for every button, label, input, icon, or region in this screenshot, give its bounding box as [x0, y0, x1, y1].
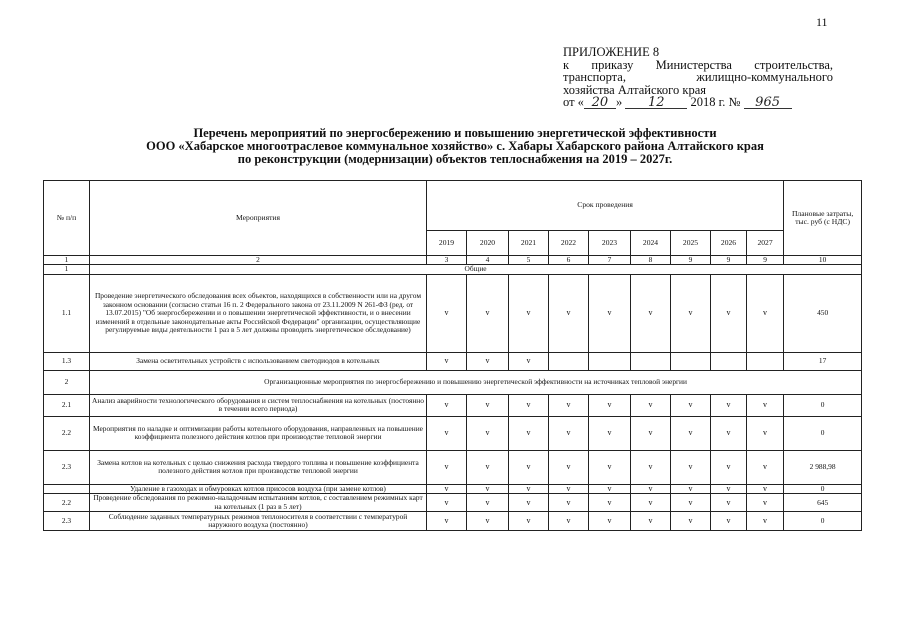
row-mark: v — [631, 494, 671, 512]
title-line-3: по реконструкции (модернизации) объектов теплоснабжения на 2019 – 2027г. — [237, 152, 673, 166]
row-mark: v — [467, 450, 509, 484]
row-cost: 2 988,98 — [784, 450, 862, 484]
row-cost: 0 — [784, 416, 862, 450]
row-mark: v — [711, 450, 747, 484]
col-number: 5 — [509, 256, 549, 265]
row-cost: 17 — [784, 352, 862, 370]
row-mark: v — [671, 484, 711, 493]
row-cost: 450 — [784, 274, 862, 352]
table-row — [44, 512, 862, 531]
row-mark: v — [509, 484, 549, 493]
section-row — [44, 265, 862, 274]
col-number: 3 — [427, 256, 467, 265]
row-mark: v — [711, 394, 747, 416]
handwritten-day: 20 — [584, 97, 616, 109]
column-number-row — [44, 256, 862, 265]
row-mark: v — [549, 394, 589, 416]
row-mark: v — [631, 394, 671, 416]
row-mark: v — [427, 352, 467, 370]
appendix-line-2: транспорта, жилищно-коммунального — [563, 70, 833, 84]
row-num: 2.3 — [44, 450, 90, 484]
col-number: 2 — [90, 256, 427, 265]
row-num: 1.3 — [44, 352, 90, 370]
row-text: Замена котлов на котельных с целью снижения расхода твердого топлива и повышение коэффициента полезного действия котлов при производстве тепловой энергии — [90, 450, 427, 484]
row-mark — [631, 352, 671, 370]
appendix-line-3: хозяйства Алтайского края — [563, 82, 706, 97]
row-mark: v — [427, 274, 467, 352]
row-mark — [747, 352, 784, 370]
row-num: 2.2 — [44, 416, 90, 450]
header-year: 2019 — [427, 231, 467, 256]
row-mark: v — [509, 450, 549, 484]
row-mark: v — [589, 512, 631, 531]
row-text: Удаление в газоходах и обмуровках котлов присосов воздуха (при замене котлов) — [90, 484, 427, 493]
col-number: 9 — [711, 256, 747, 265]
row-mark: v — [467, 394, 509, 416]
header-cost: Плановые затраты, тыс. руб (с НДС) — [784, 181, 862, 256]
row-mark: v — [711, 416, 747, 450]
row-mark: v — [631, 450, 671, 484]
row-cost: 0 — [784, 484, 862, 493]
table-row — [44, 416, 862, 450]
row-mark: v — [427, 484, 467, 493]
row-mark: v — [711, 484, 747, 493]
row-mark: v — [711, 512, 747, 531]
row-mark — [671, 352, 711, 370]
date-prefix: от « — [563, 95, 584, 109]
col-number: 9 — [671, 256, 711, 265]
appendix-line-1: к приказу Министерства строительства, — [563, 57, 833, 72]
row-cost: 645 — [784, 494, 862, 512]
row-mark: v — [467, 352, 509, 370]
row-mark: v — [747, 394, 784, 416]
row-mark: v — [631, 416, 671, 450]
row-mark: v — [509, 416, 549, 450]
row-mark: v — [711, 274, 747, 352]
row-num: 2.1 — [44, 394, 90, 416]
title-line-2: ООО «Хабарское многоотраслевое коммунальное хозяйство» с. Хабары Хабарского района Алтайского края — [146, 139, 764, 153]
header-year: 2022 — [549, 231, 589, 256]
row-mark: v — [747, 494, 784, 512]
table-row — [44, 494, 862, 512]
table-row — [44, 484, 862, 493]
row-mark: v — [467, 512, 509, 531]
row-mark: v — [427, 394, 467, 416]
col-number: 6 — [549, 256, 589, 265]
row-mark — [711, 352, 747, 370]
row-mark: v — [671, 494, 711, 512]
section-row — [44, 370, 862, 394]
page-number: 11 — [816, 15, 828, 29]
header-year: 2026 — [711, 231, 747, 256]
header-year: 2025 — [671, 231, 711, 256]
document-title — [60, 127, 850, 166]
row-mark: v — [467, 484, 509, 493]
header-year: 2024 — [631, 231, 671, 256]
row-mark: v — [589, 484, 631, 493]
section-title: Общие — [90, 265, 862, 274]
header-year: 2021 — [509, 231, 549, 256]
row-mark: v — [671, 394, 711, 416]
row-text: Проведение обследования по режимно-наладочным испытаниям котлов, с составлением режимных карт на котельных (1 раз в 5 лет) — [90, 494, 427, 512]
header-num: № п/п — [44, 181, 90, 256]
row-mark: v — [631, 512, 671, 531]
header-year: 2027 — [747, 231, 784, 256]
row-mark: v — [747, 484, 784, 493]
row-text: Соблюдение заданных температурных режимов теплоносителя в соответствии с температурой наружного воздуха (постоянно) — [90, 512, 427, 531]
row-mark: v — [747, 416, 784, 450]
row-text: Анализ аварийности технологического оборудования и систем теплоснабжения на котельных (постоянно в течении всего периода) — [90, 394, 427, 416]
handwritten-number: 965 — [744, 97, 792, 109]
table-row — [44, 352, 862, 370]
row-mark: v — [509, 394, 549, 416]
title-line-1: Перечень мероприятий по энергосбережению и повышению энергетической эффективности — [193, 126, 717, 140]
row-cost: 0 — [784, 394, 862, 416]
row-mark: v — [549, 512, 589, 531]
row-mark: v — [427, 450, 467, 484]
measures-table — [43, 180, 862, 531]
row-mark: v — [671, 450, 711, 484]
section-num: 1 — [44, 265, 90, 274]
header-period: Срок проведения — [427, 181, 784, 231]
col-number: 4 — [467, 256, 509, 265]
row-num: 2.3 — [44, 512, 90, 531]
row-mark: v — [711, 494, 747, 512]
date-mid: » — [615, 95, 623, 109]
row-mark: v — [427, 494, 467, 512]
table-row — [44, 274, 862, 352]
row-mark: v — [467, 274, 509, 352]
row-text: Проведение энергетического обследования всех объектов, находящихся в собственности или на другом законном основании (согласно статьи 16 п. 2 Федерального закона от 23.11.2009 N 261-ФЗ (ред. от 13.07.2015) "Об энергосбережении и о повышении энергетической эффективности, и о внесении изменений в отдельные законодательные акты Российской Федерации" организации, осуществляющие регулируемые виды деятельности 1 раз в 5 лет должны проводить энергетическое обследование) — [90, 274, 427, 352]
row-mark: v — [509, 494, 549, 512]
row-mark: v — [671, 274, 711, 352]
col-number: 7 — [589, 256, 631, 265]
row-mark: v — [747, 274, 784, 352]
row-mark: v — [427, 512, 467, 531]
row-text: Замена осветительных устройств с использованием светодиодов в котельных — [90, 352, 427, 370]
col-number: 9 — [747, 256, 784, 265]
row-mark: v — [747, 450, 784, 484]
header-year: 2023 — [589, 231, 631, 256]
row-mark: v — [589, 394, 631, 416]
row-mark: v — [549, 450, 589, 484]
row-num — [44, 484, 90, 493]
row-num: 2.2 — [44, 494, 90, 512]
row-mark: v — [467, 416, 509, 450]
appendix-block — [563, 46, 833, 109]
row-mark: v — [509, 274, 549, 352]
row-mark: v — [589, 416, 631, 450]
col-number: 10 — [784, 256, 862, 265]
row-mark — [549, 352, 589, 370]
year-text: 2018 г. № — [690, 95, 741, 109]
row-mark: v — [467, 494, 509, 512]
row-text: Мероприятия по наладке и оптимизации работы котельного оборудования, направленных на повышение коэффициента полезного действия котлов при производстве тепловой энергии — [90, 416, 427, 450]
row-mark: v — [549, 494, 589, 512]
header-measures: Мероприятия — [90, 181, 427, 256]
row-mark: v — [427, 416, 467, 450]
header-year: 2020 — [467, 231, 509, 256]
row-mark: v — [509, 352, 549, 370]
handwritten-month: 12 — [625, 97, 687, 109]
row-mark: v — [589, 494, 631, 512]
row-num: 1.1 — [44, 274, 90, 352]
row-mark — [589, 352, 631, 370]
section-title: Организационные мероприятия по энергосбережению и повышению энергетической эффективности на источниках тепловой энергии — [90, 370, 862, 394]
row-mark: v — [631, 274, 671, 352]
col-number: 1 — [44, 256, 90, 265]
row-mark: v — [671, 512, 711, 531]
row-mark: v — [589, 450, 631, 484]
row-mark: v — [509, 512, 549, 531]
section-num: 2 — [44, 370, 90, 394]
row-cost: 0 — [784, 512, 862, 531]
appendix-date-line — [563, 96, 833, 109]
appendix-title: ПРИЛОЖЕНИЕ 8 — [563, 45, 660, 59]
row-mark: v — [631, 484, 671, 493]
col-number: 8 — [631, 256, 671, 265]
row-mark: v — [549, 484, 589, 493]
row-mark: v — [589, 274, 631, 352]
table-row — [44, 450, 862, 484]
row-mark: v — [747, 512, 784, 531]
row-mark: v — [671, 416, 711, 450]
table-row — [44, 394, 862, 416]
row-mark: v — [549, 274, 589, 352]
row-mark: v — [549, 416, 589, 450]
